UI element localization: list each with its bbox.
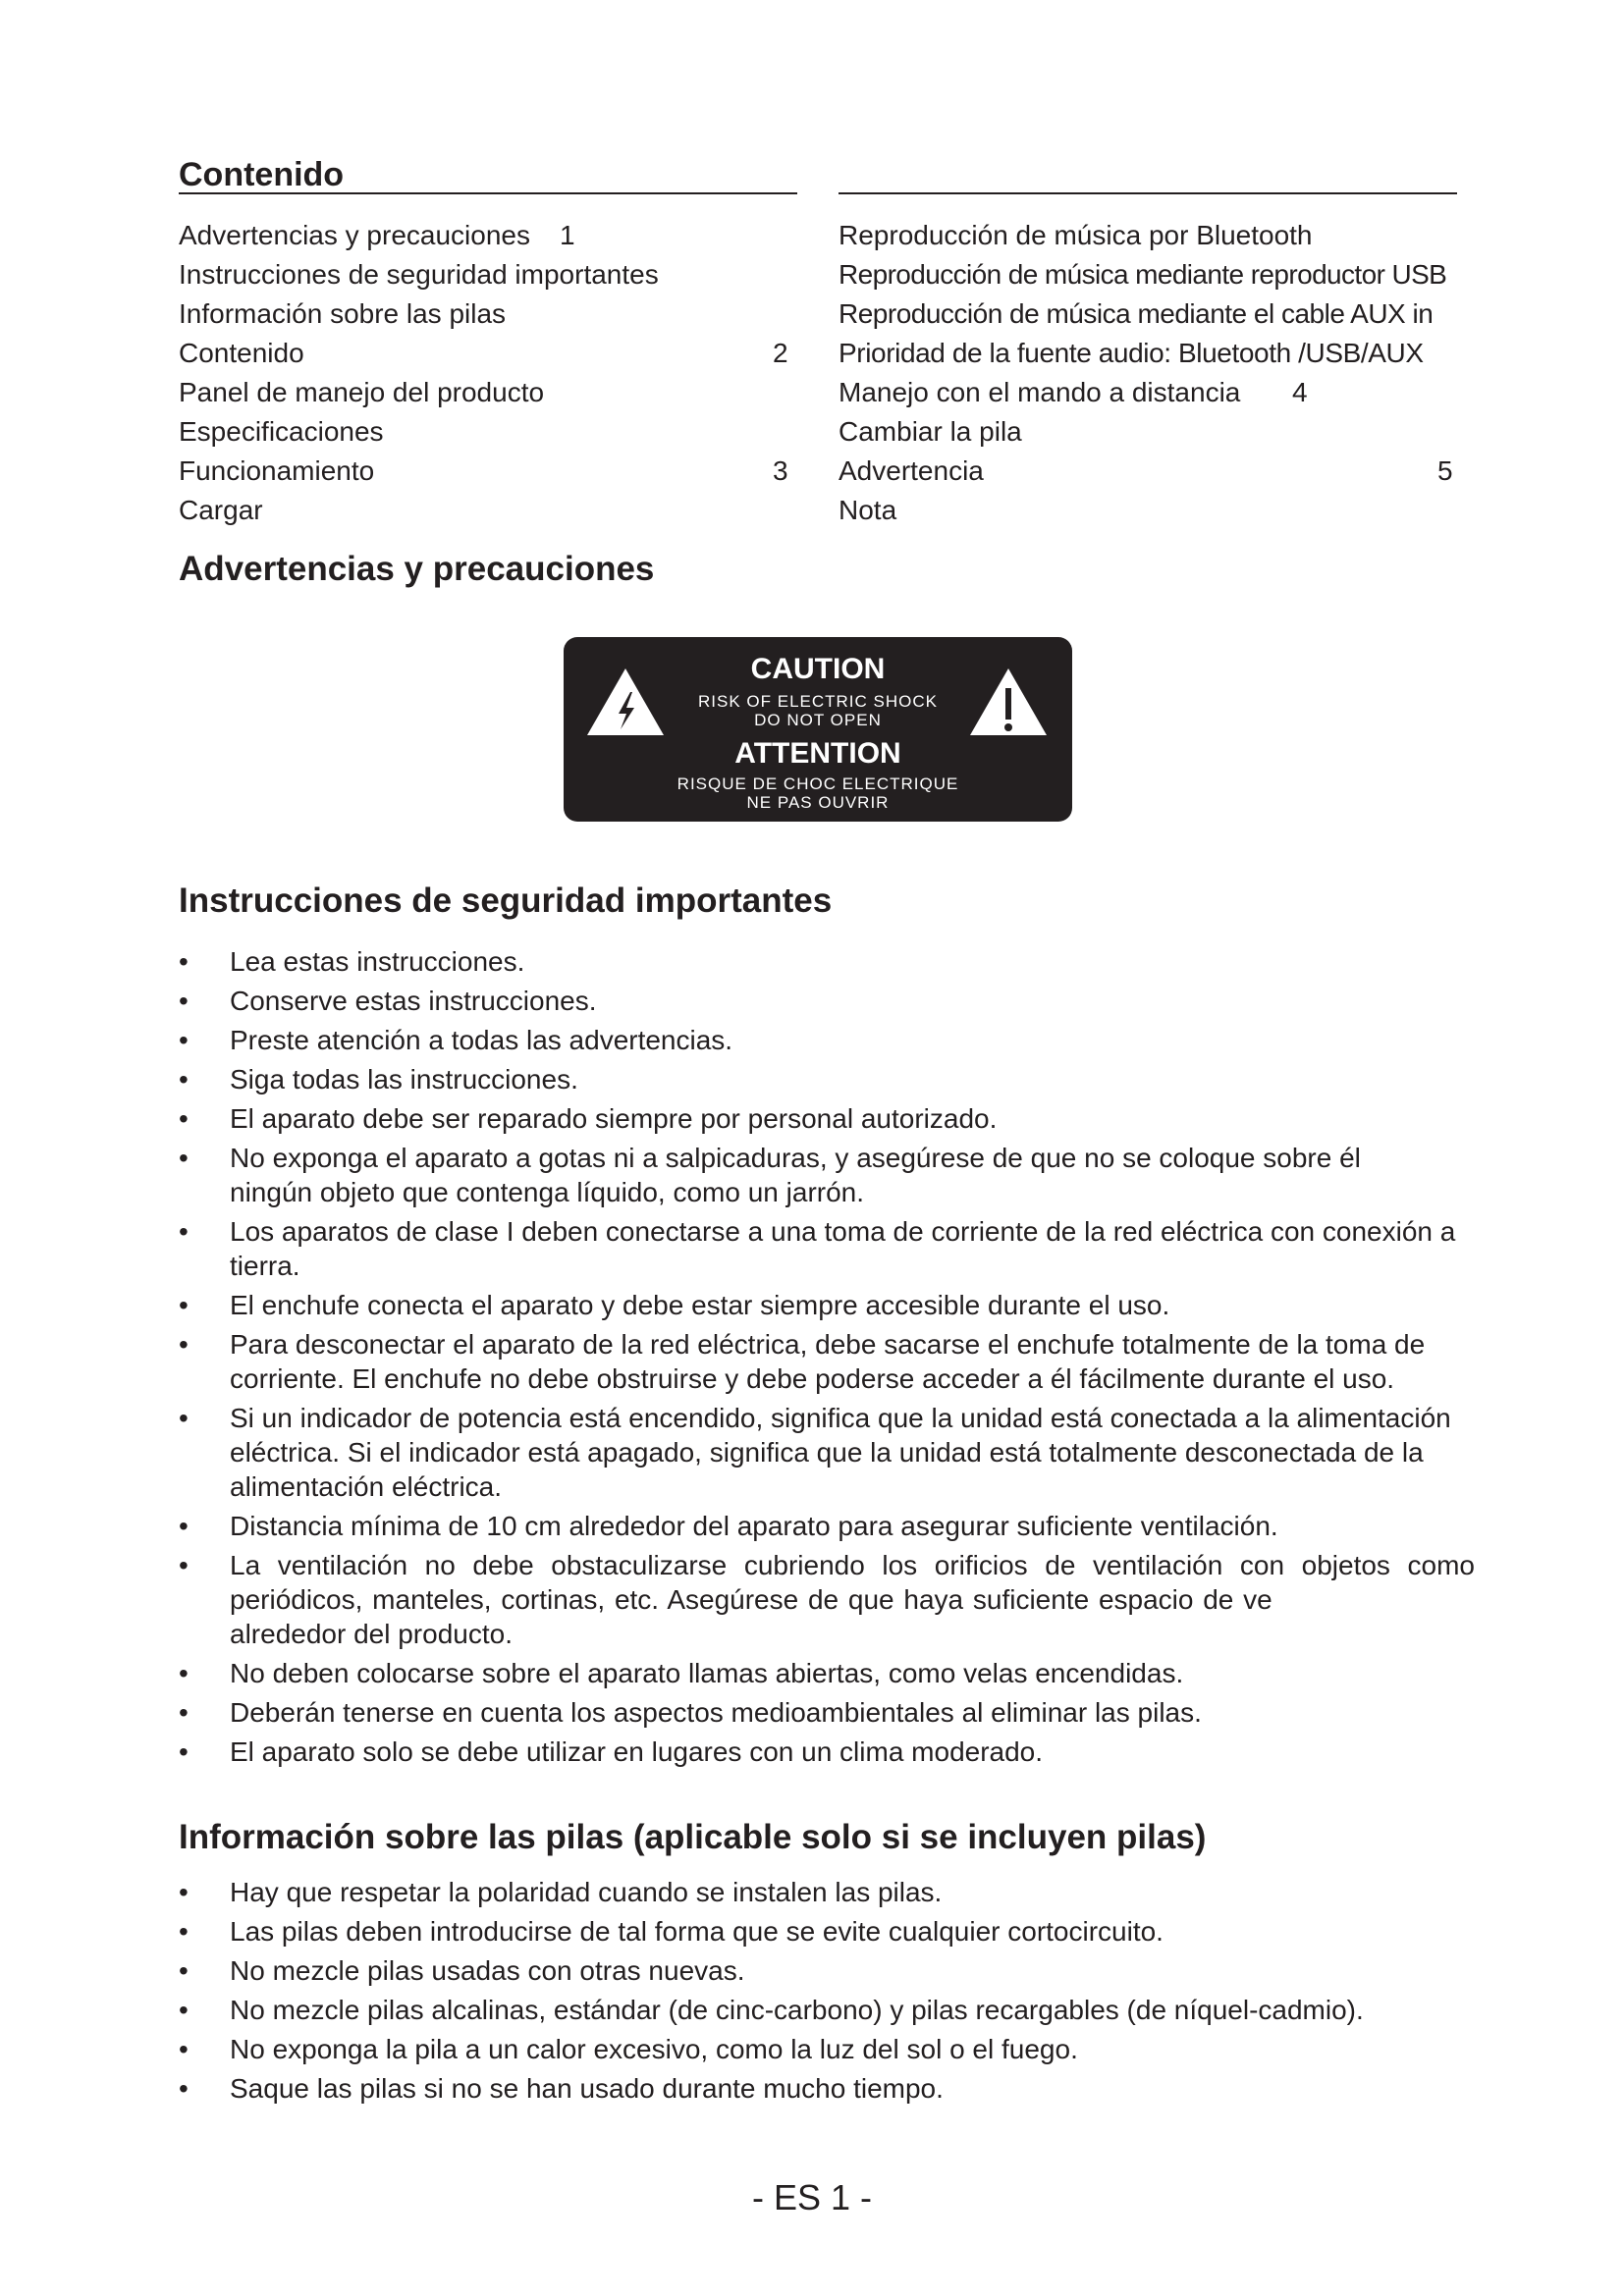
bullet: • — [179, 1550, 189, 1580]
caution-subtext-1: RISK OF ELECTRIC SHOCK — [698, 692, 938, 711]
toc-entry-label: Advertencia — [839, 455, 984, 486]
toc-entry-page: 1 — [560, 220, 575, 250]
list-item-text: Los aparatos de clase I deben conectarse a una toma de corriente de la red eléctrica con conexión a tierra. — [230, 1216, 1456, 1281]
list-item-text: No mezcle pilas usadas con otras nuevas. — [230, 1955, 745, 1986]
caution-heading: CAUTION — [750, 653, 886, 685]
warnings-title: Advertencias y precauciones — [179, 550, 655, 588]
toc-entry-label: Advertencias y precauciones — [179, 220, 530, 250]
list-item-text: No exponga la pila a un calor excesivo, como la luz del sol o el fuego. — [230, 2034, 1078, 2064]
list-item-text: Conserve estas instrucciones. — [230, 986, 597, 1016]
bullet: • — [179, 2034, 189, 2064]
list-item — [179, 2032, 1475, 2066]
list-item-text: El aparato solo se debe utilizar en lugares con un clima moderado. — [230, 1736, 1044, 1767]
toc-entry — [179, 216, 797, 255]
list-item — [179, 1288, 1475, 1322]
bullet: • — [179, 1064, 189, 1095]
bullet: • — [179, 2073, 189, 2104]
list-item — [179, 1327, 1475, 1396]
toc-entry — [179, 334, 797, 373]
toc-entry-label: Cargar — [179, 495, 263, 525]
toc-entry-page: 3 — [773, 455, 788, 486]
bullet: • — [179, 1403, 189, 1433]
bullet: • — [179, 1216, 189, 1247]
safety-list — [179, 944, 1475, 1774]
toc-entry — [839, 334, 1457, 373]
toc-left-column — [179, 157, 797, 530]
list-item-text: No mezcle pilas alcalinas, estándar (de cinc-carbono) y pilas recargables (de níquel-cadmio). — [230, 1995, 1364, 2025]
toc-entry — [179, 491, 797, 530]
list-item-text: No deben colocarse sobre el aparato llamas abiertas, como velas encendidas. — [230, 1658, 1184, 1688]
toc-right-column — [839, 157, 1457, 530]
list-item-text: Distancia mínima de 10 cm alrededor del aparato para asegurar suficiente ventilación. — [230, 1511, 1278, 1541]
list-item — [179, 1141, 1475, 1209]
toc-entry-label: Prioridad de la fuente audio: Bluetooth /USB/AUX — [839, 338, 1424, 368]
bullet: • — [179, 1697, 189, 1728]
toc-entry-label: Funcionamiento — [179, 455, 375, 486]
toc-entry — [839, 255, 1457, 294]
list-item-text: El aparato debe ser reparado siempre por personal autorizado. — [230, 1103, 998, 1134]
list-item — [179, 1993, 1475, 2027]
caution-label — [564, 637, 1072, 822]
list-item-text: La ventilación no debe obstaculizarse cubriendo los orificios de ventilación con objetos como — [230, 1550, 1475, 1580]
list-item-text: Saque las pilas si no se han usado durante mucho tiempo. — [230, 2073, 944, 2104]
bullet: • — [179, 1329, 189, 1360]
bullet: • — [179, 1103, 189, 1134]
list-item-text: periódicos, manteles, cortinas, etc. Asegúrese de que haya suficiente espacio de ve — [230, 1584, 1272, 1615]
list-item — [179, 1548, 1475, 1651]
toc-entry-label: Reproducción de música mediante el cable AUX in — [839, 298, 1434, 329]
toc-entry — [839, 373, 1457, 412]
toc-entry — [839, 216, 1457, 255]
toc-entry — [179, 373, 797, 412]
bullet: • — [179, 1143, 189, 1173]
bullet: • — [179, 1877, 189, 1907]
list-item — [179, 1509, 1475, 1543]
list-item — [179, 1953, 1475, 1988]
list-item — [179, 1023, 1475, 1057]
safety-title: Instrucciones de seguridad importantes — [179, 881, 833, 920]
bullet: • — [179, 1025, 189, 1055]
bullet: • — [179, 1736, 189, 1767]
list-item-text: Preste atención a todas las advertencias. — [230, 1025, 733, 1055]
toc-entry-label: Nota — [839, 495, 897, 525]
bullet: • — [179, 1955, 189, 1986]
list-item-text: alrededor del producto. — [230, 1619, 513, 1649]
toc-divider — [839, 157, 1457, 194]
toc-entry — [839, 412, 1457, 452]
toc-list-right — [839, 216, 1457, 530]
attention-subtext-1: RISQUE DE CHOC ELECTRIQUE — [677, 774, 959, 793]
toc-entry-label: Contenido — [179, 338, 304, 368]
toc-entry-label: Especificaciones — [179, 416, 384, 447]
list-item — [179, 1735, 1475, 1769]
list-item-text: Para desconectar el aparato de la red eléctrica, debe sacarse el enchufe totalmente de la toma de corriente. El enchufe no debe obstruirse y debe poderse acceder a él fácilmente durante el uso. — [230, 1329, 1426, 1394]
electric-shock-warning-icon — [585, 667, 666, 737]
toc-entry — [179, 255, 797, 294]
toc-entry-label: Información sobre las pilas — [179, 298, 507, 329]
list-item — [179, 1875, 1475, 1909]
attention-subtext-2: NE PAS OUVRIR — [746, 793, 890, 812]
list-item-text: Deberán tenerse en cuenta los aspectos medioambientales al eliminar las pilas. — [230, 1697, 1202, 1728]
attention-heading: ATTENTION — [734, 737, 901, 770]
list-item-text: El enchufe conecta el aparato y debe estar siempre accesible durante el uso. — [230, 1290, 1170, 1320]
toc-list-left — [179, 216, 797, 530]
list-item-text: No exponga el aparato a gotas ni a salpicaduras, y asegúrese de que no se coloque sobre él ningún objeto que contenga líquido, como un jarrón. — [230, 1143, 1361, 1207]
list-item — [179, 1695, 1475, 1730]
toc-entry — [839, 452, 1457, 491]
list-item-text: Hay que respetar la polaridad cuando se instalen las pilas. — [230, 1877, 943, 1907]
toc-entry-label: Panel de manejo del producto — [179, 377, 545, 407]
list-item-text: Siga todas las instrucciones. — [230, 1064, 578, 1095]
list-item-text: Lea estas instrucciones. — [230, 946, 525, 977]
bullet: • — [179, 1511, 189, 1541]
bullet: • — [179, 1290, 189, 1320]
batteries-title: Información sobre las pilas (aplicable solo si se incluyen pilas) — [179, 1818, 1207, 1856]
list-item — [179, 1401, 1475, 1504]
toc-title: Contenido — [179, 157, 797, 194]
page-number: - ES 1 - — [751, 2177, 873, 2217]
bullet: • — [179, 1658, 189, 1688]
toc-entry-page: 4 — [1292, 377, 1308, 407]
toc-entry-label: Manejo con el mando a distancia — [839, 377, 1241, 407]
toc-entry-label: Reproducción de música mediante reproductor USB — [839, 259, 1447, 290]
list-item-text: Las pilas deben introducirse de tal forma que se evite cualquier cortocircuito. — [230, 1916, 1164, 1947]
toc-entry — [179, 452, 797, 491]
caution-subtext-2: DO NOT OPEN — [754, 711, 882, 729]
toc-entry — [839, 294, 1457, 334]
list-item — [179, 2071, 1475, 2106]
list-item — [179, 1914, 1475, 1949]
toc-entry-page: 2 — [773, 338, 788, 368]
list-item-text: Si un indicador de potencia está encendido, significa que la unidad está conectada a la alimentación eléctrica. Si el indicador está apagado, significa que la unidad está totalmente desconectada de la alimentación eléctrica. — [230, 1403, 1451, 1502]
list-item — [179, 1062, 1475, 1096]
caution-text-block — [662, 653, 974, 812]
exclamation-warning-icon — [968, 667, 1049, 737]
list-item — [179, 944, 1475, 979]
toc-entry-label: Reproducción de música por Bluetooth — [839, 220, 1313, 250]
toc-entry-page: 5 — [1437, 455, 1453, 486]
toc-entry — [839, 491, 1457, 530]
toc-entry-label: Cambiar la pila — [839, 416, 1022, 447]
bullet: • — [179, 986, 189, 1016]
list-item — [179, 1101, 1475, 1136]
list-item — [179, 1656, 1475, 1690]
batteries-list — [179, 1875, 1475, 2110]
toc-entry — [179, 412, 797, 452]
bullet: • — [179, 1995, 189, 2025]
list-item — [179, 1214, 1475, 1283]
list-item — [179, 984, 1475, 1018]
bullet: • — [179, 946, 189, 977]
toc-entry — [179, 294, 797, 334]
bullet: • — [179, 1916, 189, 1947]
toc-entry-label: Instrucciones de seguridad importantes — [179, 259, 659, 290]
